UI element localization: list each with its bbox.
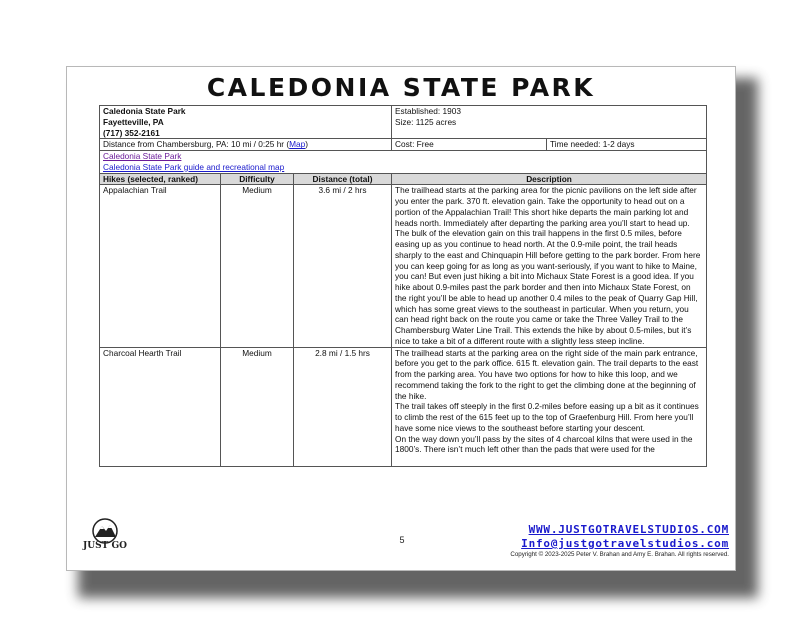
park-facts-cell xyxy=(392,106,707,139)
info-row-2 xyxy=(100,139,707,151)
map-link[interactable]: Map xyxy=(289,139,306,150)
description-paragraph: On the way down you’ll pass by the sites of 4 charcoal kilns that were used in the 1800’s. There isn’t much left other than the pads that were used for the xyxy=(395,433,693,455)
description-paragraph: The trail takes off steeply in the first 0.2-miles before easing up a bit as it continues to climb the rest of the 615 feet up to the top of Graefenburg Hill. From here you’ll have some nice views to the southeast before starting your descent. xyxy=(395,401,699,433)
park-contact-cell xyxy=(100,106,392,139)
park-website-link[interactable]: Caledonia State Park xyxy=(103,151,182,161)
header-difficulty: Difficulty xyxy=(221,173,294,185)
info-row-3 xyxy=(100,151,707,174)
hike-difficulty: Medium xyxy=(221,185,294,347)
hike-distance: 2.8 mi / 1.5 hrs xyxy=(294,347,392,466)
hike-name: Appalachian Trail xyxy=(100,185,221,347)
description-paragraph: The trailhead starts at the parking area on the right side of the main park entrance, before you get to the park office. 615 ft. elevation gain. The trail departs to the east from the parking area. You have two options for how to hike this loop, and we recommend taking the fork to the right to get the climbing done at the beginning of the hike. xyxy=(395,347,699,401)
footer-links xyxy=(451,523,729,551)
logo-text: JUST GO xyxy=(83,541,127,551)
park-name: Caledonia State Park xyxy=(103,106,186,116)
just-go-logo-icon xyxy=(79,517,131,551)
established-text: Established: 1903 xyxy=(395,106,461,116)
header-distance: Distance (total) xyxy=(294,173,392,185)
cost-cell: Cost: Free xyxy=(392,139,547,151)
page-title: CALEDONIA STATE PARK xyxy=(206,73,596,102)
park-location: Fayetteville, PA xyxy=(103,116,164,127)
header-description: Description xyxy=(392,173,707,185)
email-link[interactable]: Info@justgotravelstudios.com xyxy=(521,537,729,550)
links-cell xyxy=(100,151,707,174)
document-page xyxy=(66,66,736,571)
size-text: Size: 1125 acres xyxy=(395,116,457,127)
table-row xyxy=(100,347,707,466)
park-phone: (717) 352-2161 xyxy=(103,127,160,138)
distance-cell xyxy=(100,139,392,151)
hike-distance: 3.6 mi / 2 hrs xyxy=(294,185,392,347)
time-needed-cell: Time needed: 1-2 days xyxy=(547,139,707,151)
header-hikes: Hikes (selected, ranked) xyxy=(100,173,221,185)
page-number: 5 xyxy=(399,535,405,545)
hike-name: Charcoal Hearth Trail xyxy=(100,347,221,466)
distance-suffix: ) xyxy=(305,139,309,150)
website-link[interactable]: WWW.JUSTGOTRAVELSTUDIOS.COM xyxy=(528,523,729,536)
park-guide-link[interactable]: Caledonia State Park guide and recreational map xyxy=(103,161,285,172)
hike-difficulty: Medium xyxy=(221,347,294,466)
distance-text: Distance from Chambersburg, PA: 10 mi / 0:25 hr ( xyxy=(103,139,290,150)
copyright-text: Copyright © 2023-2025 Peter V. Brahan and Amy E. Brahan. All rights reserved. xyxy=(510,551,729,558)
hike-description xyxy=(392,347,707,466)
hikes-header-row xyxy=(100,173,707,185)
table-row xyxy=(100,185,707,347)
park-info-table xyxy=(99,105,707,467)
hike-description: The trailhead starts at the parking area for the picnic pavilions on the left side after you enter the park. 370 ft. elevation gain. Take the opportunity to head out on a portion of the Appalachian Trail! This short hike departs the main parking lot and heads north. Immediately after departing the parking area you’ll start to head up. The bulk of the elevation gain on this trail happens in the first 0.5 miles, before easing up as you continue to head north. At the 0.9-mile point, the trail heads sharply to the east and Chinquapin Hill before getting to the park border. From here you can keep going for as long as you want-seriously, if you want to hike to Maine, you can! But even just hiking a bit into Michaux State Forest is a good idea. If you hike about 0.9-miles past the park border and then into Michaux State Forest, on the right you’ll be able to head up another 0.4 miles to the peak of Quarry Gap Hill, which has some great views to the southeast in particular. When you return, you can head right back on the route you came or take the Three Valley Trail to the Chambersburg Water Line Trail. This extends the hike by about 0.5-miles, but it’s nice to take a bit of a different route with a slightly less steep incline. xyxy=(392,185,707,347)
info-row-1 xyxy=(100,106,707,139)
hike-description-text xyxy=(395,348,703,466)
